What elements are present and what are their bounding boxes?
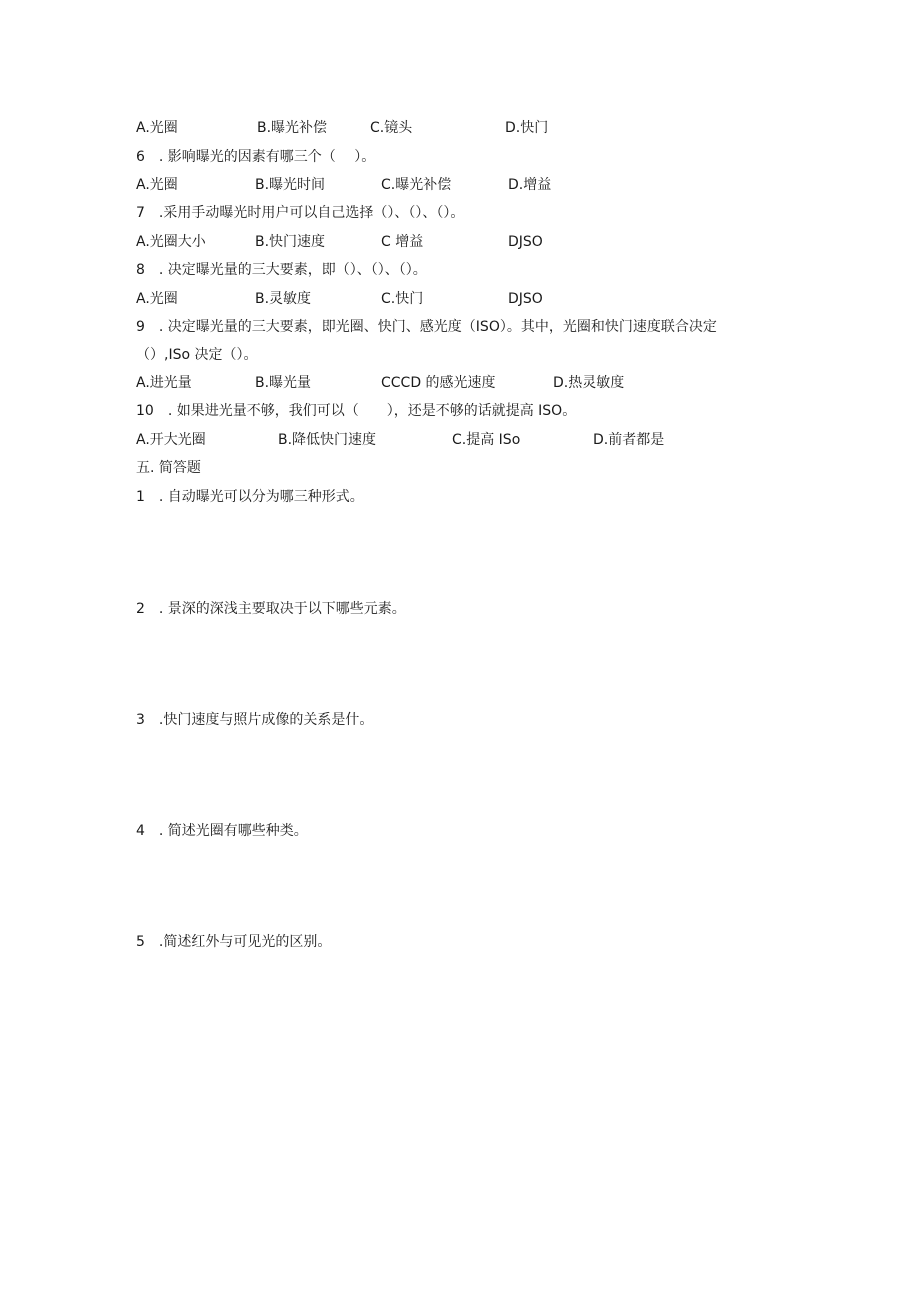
option-b: B.曝光量 [255, 375, 312, 391]
question-text: 7 .采用手动曝光时用户可以自己选择（）、（）、（）。 [136, 205, 465, 221]
option-c: C.快门 [381, 291, 424, 307]
short-answer-question: 5 .简述红外与可见光的区别。 [136, 934, 332, 950]
option-d: D.前者都是 [593, 432, 665, 448]
option-d: D.增益 [508, 177, 552, 193]
question-text: 9 . 决定曝光量的三大要素，即光圈、快门、感光度（ISO）。其中，光圈和快门速度联合决定 [136, 319, 717, 335]
option-c: C.提高 ISo [452, 432, 521, 448]
option-d: D.热灵敏度 [553, 375, 625, 391]
section-heading: 五. 简答题 [136, 460, 201, 476]
option-c: C 增益 [381, 234, 424, 250]
option-b: B.降低快门速度 [278, 432, 377, 448]
option-b: B.灵敏度 [255, 291, 312, 307]
option-a: A.进光量 [136, 375, 192, 391]
option-c: C.曝光补偿 [381, 177, 452, 193]
question-text-continued: （）,ISo 决定（）。 [136, 347, 258, 363]
short-answer-question: 4 . 简述光圈有哪些种类。 [136, 823, 308, 839]
option-d: DJSO [508, 291, 543, 307]
option-c: C.镜头 [370, 120, 413, 136]
short-answer-question: 1 . 自动曝光可以分为哪三种形式。 [136, 489, 364, 505]
option-a: A.光圈 [136, 177, 178, 193]
option-c: CCCD 的感光速度 [381, 375, 496, 391]
option-a: A.开大光圈 [136, 432, 206, 448]
short-answer-question: 2 . 景深的深浅主要取决于以下哪些元素。 [136, 601, 406, 617]
option-d: D.快门 [505, 120, 549, 136]
option-b: B.快门速度 [255, 234, 326, 250]
option-d: DJSO [508, 234, 543, 250]
question-text: 6 . 影响曝光的因素有哪三个（ ）。 [136, 149, 376, 165]
question-text: 10 . 如果进光量不够，我们可以（ ），还是不够的话就提高 ISO。 [136, 403, 577, 419]
question-text: 8 . 决定曝光量的三大要素，即（）、（）、（）。 [136, 262, 427, 278]
option-a: A.光圈大小 [136, 234, 206, 250]
option-b: B.曝光补偿 [257, 120, 328, 136]
option-b: B.曝光时间 [255, 177, 326, 193]
option-a: A.光圈 [136, 120, 178, 136]
short-answer-question: 3 .快门速度与照片成像的关系是什。 [136, 712, 374, 728]
option-a: A.光圈 [136, 291, 178, 307]
